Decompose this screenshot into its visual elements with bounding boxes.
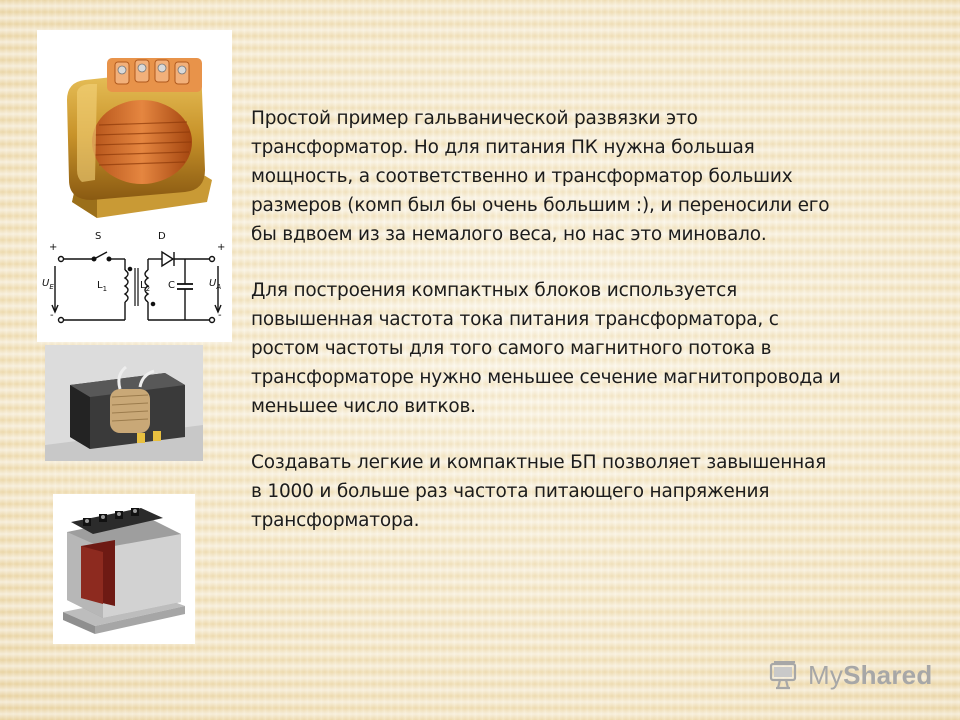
label-switch: S <box>95 231 102 242</box>
paragraph-3: Создавать легкие и компактные БП позволяет завышенная в 1000 и больше раз частота питающего напряжения трансформатора. <box>251 452 827 531</box>
label-minus-left: - <box>50 310 54 321</box>
myshared-brand-text: MyShared <box>808 659 933 690</box>
label-l1-sub: 1 <box>102 285 108 293</box>
open-frame-transformer-photo <box>45 345 203 461</box>
paragraph-2: Для построения компактных блоков используется повышенная частота тока питания трансформатора, с ростом частоты для того самого магнитного потока в трансформаторе нужно меньшее сечение магнитопровода и меньшее число витков. <box>251 280 841 417</box>
label-plus-left: + <box>49 242 58 253</box>
label-ue-sub: E <box>49 283 54 291</box>
myshared-watermark <box>768 656 932 694</box>
slide-body-text <box>251 104 901 562</box>
label-l2-sub: 2 <box>145 285 151 293</box>
mains-transformer-photo <box>37 30 232 222</box>
paragraph-1: Простой пример гальванической развязки это трансформатор. Но для питания ПК нужна большая мощность, а соответственно и трансформатор больших размеров (комп был бы очень большим :), и переносили его бы вдвоем из за немалого веса, но нас это миновало. <box>251 108 830 245</box>
circuit-diagram <box>37 222 232 342</box>
myshared-logo-icon <box>768 658 802 692</box>
label-minus-right: - <box>218 310 222 321</box>
label-ua: $U_A$ <box>209 278 222 291</box>
label-ue: $U_E$ <box>42 278 54 291</box>
transformer-3d-model <box>53 494 195 644</box>
label-ua-sub: A <box>216 283 222 291</box>
label-plus-right: + <box>217 242 226 253</box>
label-diode: D <box>158 231 166 242</box>
label-cap: C <box>168 280 175 291</box>
label-l1: $L_1$ <box>97 280 108 293</box>
label-l2: $L_2$ <box>140 280 151 293</box>
